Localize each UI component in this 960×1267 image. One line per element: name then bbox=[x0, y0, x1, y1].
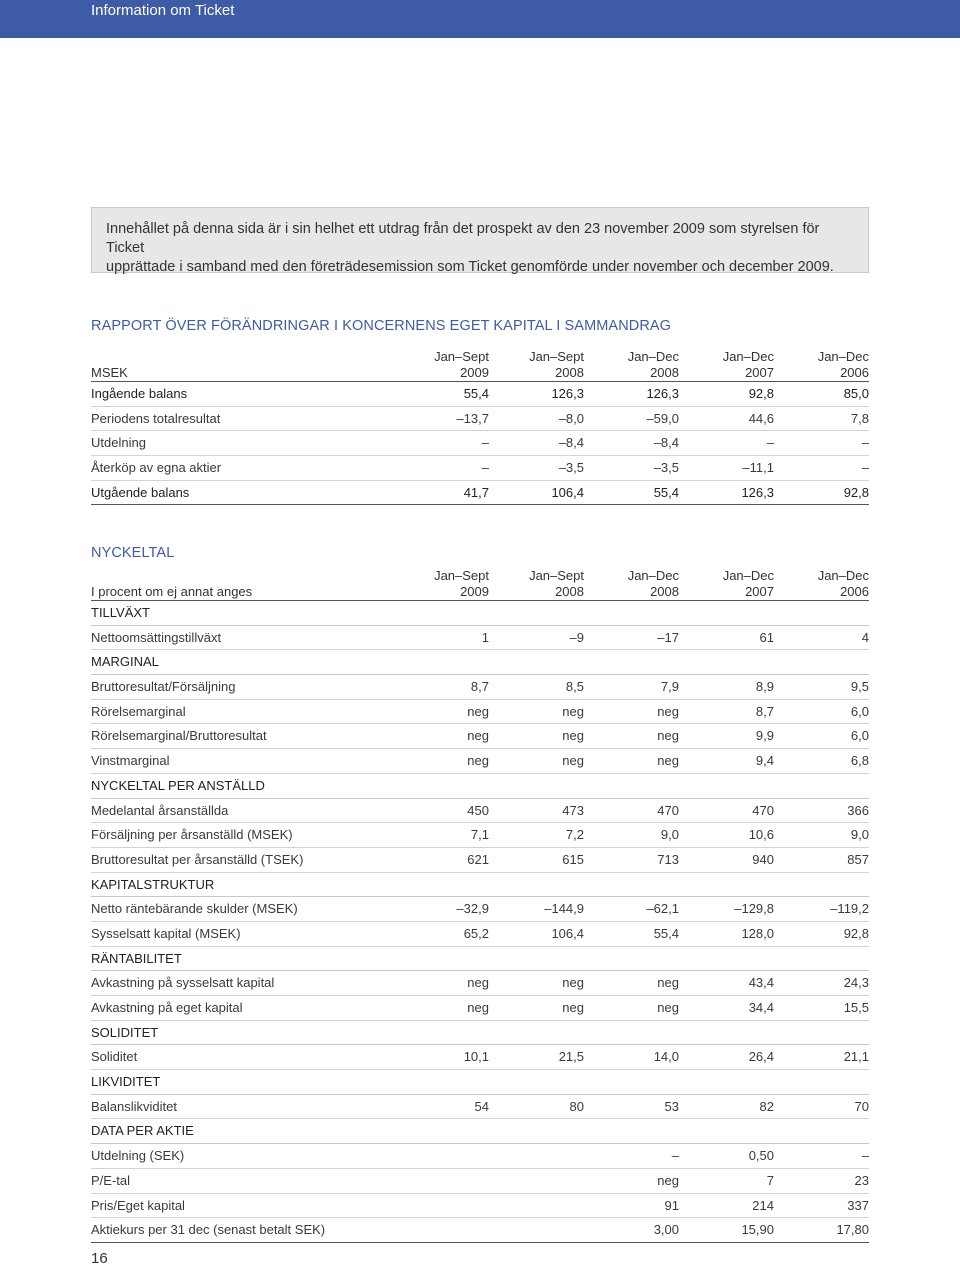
table-cell: 470 bbox=[657, 802, 679, 818]
table-cell: 6,8 bbox=[850, 753, 869, 769]
equity-section-title: RAPPORT ÖVER FÖRÄNDRINGAR I KONCERNENS EGET KAPITAL I SAMMANDRAG bbox=[91, 318, 672, 334]
table-cell: 128,0 bbox=[741, 925, 774, 941]
table-cell: 857 bbox=[847, 851, 869, 867]
table-subheading-row bbox=[91, 1070, 869, 1095]
table-cell: 337 bbox=[847, 1197, 869, 1213]
table-cell: –3,5 bbox=[653, 460, 679, 476]
column-year: 2008 bbox=[555, 365, 584, 380]
column-header bbox=[494, 568, 584, 600]
table-cell: 82 bbox=[759, 1098, 774, 1114]
table-cell: 7,9 bbox=[660, 679, 679, 695]
table-cell: 470 bbox=[752, 802, 774, 818]
subheading-label: DATA PER AKTIE bbox=[91, 1123, 194, 1139]
table-cell: neg bbox=[467, 703, 489, 719]
row-label: Rörelsemarginal bbox=[91, 703, 186, 719]
table-cell: 15,5 bbox=[843, 1000, 869, 1015]
table-cell: 0,50 bbox=[748, 1148, 774, 1164]
table-cell: neg bbox=[562, 975, 584, 991]
table-subheading-row bbox=[91, 1021, 869, 1046]
table-cell: –9 bbox=[569, 629, 584, 645]
column-period: Jan–Dec bbox=[627, 568, 679, 583]
column-header bbox=[399, 568, 489, 600]
table-cell: 23 bbox=[854, 1172, 869, 1188]
table-row bbox=[91, 1169, 869, 1194]
table-cell: 106,4 bbox=[551, 925, 584, 941]
row-label: Netto räntebärande skulder (MSEK) bbox=[91, 901, 298, 917]
table-cell: neg bbox=[657, 975, 679, 991]
table-row bbox=[91, 626, 869, 651]
table-cell: neg bbox=[562, 728, 584, 744]
table-cell: 3,00 bbox=[653, 1222, 679, 1238]
table-cell: 26,4 bbox=[748, 1049, 774, 1065]
table-cell: 8,7 bbox=[755, 703, 774, 719]
equity-table-header bbox=[91, 347, 869, 382]
table-cell: 53 bbox=[664, 1098, 679, 1114]
table-cell: 7,1 bbox=[470, 827, 489, 843]
table-cell: 70 bbox=[854, 1098, 869, 1114]
table-subheading-row bbox=[91, 947, 869, 972]
table-row bbox=[91, 1045, 869, 1070]
table-row bbox=[91, 724, 869, 749]
kpi-unit-label: I procent om ej annat anges bbox=[91, 584, 253, 599]
equity-unit-label: MSEK bbox=[91, 365, 128, 380]
table-cell: 21,5 bbox=[558, 1049, 584, 1065]
column-period: Jan–Dec bbox=[722, 568, 774, 583]
column-period: Jan–Dec bbox=[817, 349, 869, 364]
table-row bbox=[91, 749, 869, 774]
row-label: Medelantal årsanställda bbox=[91, 802, 229, 818]
table-cell: –3,5 bbox=[558, 460, 584, 476]
table-row bbox=[91, 431, 869, 456]
table-cell: 24,3 bbox=[843, 975, 869, 991]
table-cell: neg bbox=[467, 753, 489, 769]
table-cell: – bbox=[861, 435, 869, 451]
row-label: Soliditet bbox=[91, 1049, 138, 1065]
table-cell: neg bbox=[467, 1000, 489, 1015]
row-label: Utdelning (SEK) bbox=[91, 1148, 185, 1164]
row-label: Rörelsemarginal/Bruttoresultat bbox=[91, 728, 267, 744]
table-cell: –62,1 bbox=[646, 901, 679, 917]
table-row bbox=[91, 823, 869, 848]
table-cell: 473 bbox=[562, 802, 584, 818]
column-period: Jan–Sept bbox=[529, 349, 584, 364]
subheading-label: RÄNTABILITET bbox=[91, 950, 182, 966]
table-row bbox=[91, 481, 869, 506]
table-cell: – bbox=[481, 435, 489, 451]
table-cell: –11,1 bbox=[742, 460, 774, 476]
table-cell: 9,5 bbox=[850, 679, 869, 695]
row-label: Nettoomsättingstillväxt bbox=[91, 629, 222, 645]
column-period: Jan–Dec bbox=[722, 349, 774, 364]
table-row bbox=[91, 1218, 869, 1243]
table-cell: 10,6 bbox=[748, 827, 774, 843]
table-cell: 43,4 bbox=[748, 975, 774, 991]
table-cell: 1 bbox=[481, 629, 489, 645]
table-cell: 6,0 bbox=[850, 703, 869, 719]
row-label: Försäljning per årsanställd (MSEK) bbox=[91, 827, 293, 843]
table-cell: neg bbox=[657, 728, 679, 744]
table-subheading-row bbox=[91, 774, 869, 799]
table-row bbox=[91, 848, 869, 873]
column-header bbox=[779, 568, 869, 600]
table-cell: – bbox=[481, 460, 489, 476]
table-row bbox=[91, 700, 869, 725]
column-year: 2008 bbox=[650, 365, 679, 380]
column-year: 2006 bbox=[840, 584, 869, 599]
table-cell: 8,5 bbox=[565, 679, 584, 695]
table-cell: 92,8 bbox=[843, 925, 869, 941]
row-label: Sysselsatt kapital (MSEK) bbox=[91, 925, 241, 941]
column-period: Jan–Sept bbox=[529, 568, 584, 583]
table-cell: 126,3 bbox=[551, 386, 584, 401]
table-row bbox=[91, 407, 869, 432]
column-year: 2008 bbox=[650, 584, 679, 599]
row-label: Avkastning på eget kapital bbox=[91, 1000, 243, 1015]
table-row bbox=[91, 675, 869, 700]
table-cell: 65,2 bbox=[463, 925, 489, 941]
notice-line-1: Innehållet på denna sida är i sin helhet ett utdrag från det prospekt av den 23 november 2009 som styrelsen för Ticket bbox=[106, 221, 820, 256]
table-cell: 15,90 bbox=[741, 1222, 774, 1238]
row-label: Pris/Eget kapital bbox=[91, 1197, 185, 1213]
table-cell: 106,4 bbox=[551, 484, 584, 500]
table-cell: 9,0 bbox=[850, 827, 869, 843]
notice-line-2: upprättade i samband med den företrädesemission som Ticket genomförde under november och december 2009. bbox=[106, 259, 834, 275]
table-subheading-row bbox=[91, 873, 869, 898]
table-cell: – bbox=[861, 460, 869, 476]
row-label: Utdelning bbox=[91, 435, 146, 451]
table-cell: –59,0 bbox=[646, 410, 679, 426]
table-cell: – bbox=[861, 1148, 869, 1164]
column-year: 2008 bbox=[555, 584, 584, 599]
table-row bbox=[91, 897, 869, 922]
prospectus-notice bbox=[91, 207, 869, 273]
table-cell: 55,4 bbox=[653, 484, 679, 500]
table-cell: 126,3 bbox=[646, 386, 679, 401]
table-cell: neg bbox=[657, 753, 679, 769]
table-cell: –129,8 bbox=[734, 901, 774, 917]
table-row bbox=[91, 971, 869, 996]
table-cell: 9,9 bbox=[755, 728, 774, 744]
table-subheading-row bbox=[91, 650, 869, 675]
table-cell: 8,7 bbox=[470, 679, 489, 695]
table-cell: 92,8 bbox=[843, 484, 869, 500]
table-cell: –8,0 bbox=[558, 410, 584, 426]
table-cell: 366 bbox=[847, 802, 869, 818]
row-label: Bruttoresultat per årsanställd (TSEK) bbox=[91, 851, 304, 867]
table-cell: 6,0 bbox=[850, 728, 869, 744]
equity-table bbox=[91, 347, 869, 505]
table-cell: –8,4 bbox=[558, 435, 584, 451]
table-cell: 85,0 bbox=[843, 386, 869, 401]
row-label: Återköp av egna aktier bbox=[91, 460, 222, 476]
table-cell: –8,4 bbox=[653, 435, 679, 451]
table-cell: neg bbox=[562, 1000, 584, 1015]
table-cell: neg bbox=[467, 728, 489, 744]
subheading-label: TILLVÄXT bbox=[91, 605, 151, 620]
table-cell: 940 bbox=[752, 851, 774, 867]
table-cell: 34,4 bbox=[748, 1000, 774, 1015]
column-header bbox=[399, 349, 489, 381]
table-cell: neg bbox=[562, 753, 584, 769]
table-cell: 55,4 bbox=[653, 925, 679, 941]
table-cell: 7,2 bbox=[565, 827, 584, 843]
table-cell: 9,4 bbox=[755, 753, 774, 769]
table-cell: 54 bbox=[474, 1098, 489, 1114]
row-label: Utgående balans bbox=[91, 484, 190, 500]
page-number: 16 bbox=[91, 1250, 108, 1267]
column-header bbox=[494, 349, 584, 381]
table-cell: 44,6 bbox=[748, 410, 774, 426]
table-cell: –144,9 bbox=[544, 901, 584, 917]
row-label: Aktiekurs per 31 dec (senast betalt SEK) bbox=[91, 1222, 326, 1238]
table-subheading-row bbox=[91, 601, 869, 626]
column-year: 2009 bbox=[460, 584, 489, 599]
table-cell: neg bbox=[657, 1000, 679, 1015]
column-period: Jan–Dec bbox=[817, 568, 869, 583]
table-cell: neg bbox=[657, 1172, 679, 1188]
column-year: 2007 bbox=[745, 584, 774, 599]
column-header bbox=[779, 349, 869, 381]
table-cell: 7 bbox=[766, 1172, 774, 1188]
column-header bbox=[684, 349, 774, 381]
table-cell: neg bbox=[467, 975, 489, 991]
table-subheading-row bbox=[91, 1119, 869, 1144]
column-header bbox=[684, 568, 774, 600]
table-cell: 61 bbox=[759, 629, 774, 645]
column-year: 2009 bbox=[460, 365, 489, 380]
table-cell: 7,8 bbox=[850, 410, 869, 426]
table-cell: 17,80 bbox=[836, 1222, 869, 1238]
kpi-section-title: NYCKELTAL bbox=[91, 545, 175, 561]
table-cell: – bbox=[671, 1148, 679, 1164]
table-row bbox=[91, 922, 869, 947]
table-cell: 713 bbox=[657, 851, 679, 867]
subheading-label: LIKVIDITET bbox=[91, 1074, 161, 1090]
row-label: Periodens totalresultat bbox=[91, 410, 221, 426]
subheading-label: MARGINAL bbox=[91, 654, 159, 670]
table-cell: –32,9 bbox=[456, 901, 489, 917]
subheading-label: KAPITALSTRUKTUR bbox=[91, 876, 215, 892]
table-cell: 9,0 bbox=[660, 827, 679, 843]
table-cell: neg bbox=[657, 703, 679, 719]
table-row bbox=[91, 1194, 869, 1219]
kpi-table bbox=[91, 566, 869, 1243]
table-cell: 126,3 bbox=[741, 484, 774, 500]
top-bar bbox=[0, 0, 960, 38]
column-period: Jan–Sept bbox=[434, 568, 489, 583]
table-row bbox=[91, 996, 869, 1021]
table-row bbox=[91, 382, 869, 407]
table-cell: 92,8 bbox=[748, 386, 774, 401]
table-cell: neg bbox=[562, 703, 584, 719]
column-period: Jan–Sept bbox=[434, 349, 489, 364]
kpi-table-header bbox=[91, 566, 869, 601]
table-cell: 41,7 bbox=[463, 484, 489, 500]
table-row bbox=[91, 1095, 869, 1120]
row-label: Avkastning på sysselsatt kapital bbox=[91, 975, 275, 991]
table-cell: –17 bbox=[657, 629, 679, 645]
table-cell: 450 bbox=[467, 802, 489, 818]
table-cell: 10,1 bbox=[463, 1049, 489, 1065]
column-year: 2006 bbox=[840, 365, 869, 380]
table-cell: 91 bbox=[664, 1197, 679, 1213]
table-cell: 14,0 bbox=[653, 1049, 679, 1065]
header-title: Information om Ticket bbox=[91, 2, 235, 19]
table-cell: 8,9 bbox=[755, 679, 774, 695]
table-cell: –119,2 bbox=[830, 901, 869, 917]
row-label: Ingående balans bbox=[91, 386, 188, 401]
column-header bbox=[589, 568, 679, 600]
table-cell: 80 bbox=[569, 1098, 584, 1114]
column-year: 2007 bbox=[745, 365, 774, 380]
row-label: Bruttoresultat/Försäljning bbox=[91, 679, 236, 695]
table-cell: –13,7 bbox=[456, 410, 489, 426]
column-period: Jan–Dec bbox=[627, 349, 679, 364]
table-cell: 615 bbox=[562, 851, 584, 867]
table-cell: 21,1 bbox=[843, 1049, 869, 1065]
table-cell: 621 bbox=[467, 851, 489, 867]
table-cell: 4 bbox=[861, 629, 869, 645]
table-cell: – bbox=[766, 435, 774, 451]
table-row bbox=[91, 456, 869, 481]
row-label: P/E-tal bbox=[91, 1172, 131, 1188]
table-cell: 55,4 bbox=[463, 386, 489, 401]
table-row bbox=[91, 1144, 869, 1169]
subheading-label: NYCKELTAL PER ANSTÄLLD bbox=[91, 777, 265, 793]
table-row bbox=[91, 799, 869, 824]
row-label: Balanslikviditet bbox=[91, 1098, 177, 1114]
subheading-label: SOLIDITET bbox=[91, 1024, 159, 1040]
column-header bbox=[589, 349, 679, 381]
row-label: Vinstmarginal bbox=[91, 753, 170, 769]
table-cell: 214 bbox=[752, 1197, 774, 1213]
